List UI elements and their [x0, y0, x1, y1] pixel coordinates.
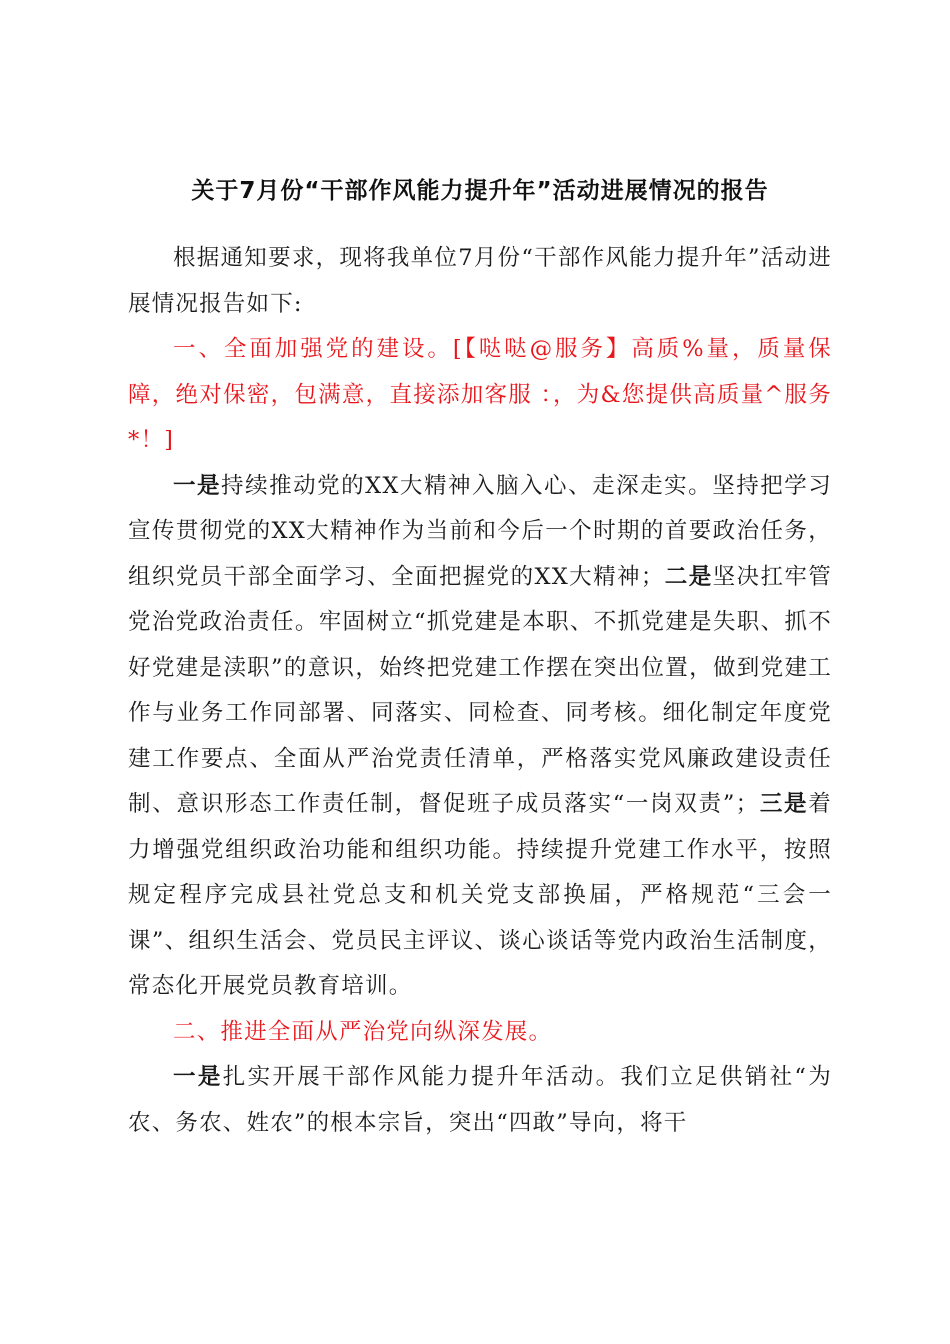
point-3-lead: 三是 [759, 791, 809, 817]
section-1-heading [128, 327, 832, 464]
point-2-lead: 二是 [664, 563, 713, 590]
section-2-point-1-text: 扎实开展干部作风能力提升年活动。我们立足供销社“为农、务农、姓农”的根本宗旨，突出“四敢”导向，将干 [128, 1064, 832, 1136]
point-2-text: 坚决扛牢管党治党政治责任。牢固树立“抓党建是本职、不抓党建是失职、抓不好党建是渎职”的意识，始终把党建工作摆在突出位置，做到党建工作与业务工作同部署、同落实、同检查、同考核。细化制定年度党建工作要点、全面从严治党责任清单，严格落实党风廉政建设责任制、意识形态工作责任制，督促班子成员落实“一岗双责”； [128, 563, 832, 817]
section-2-body [128, 1055, 832, 1146]
point-1-lead: 一是 [173, 472, 222, 499]
document-title: 关于7月份“干部作风能力提升年”活动进展情况的报告 [191, 178, 769, 204]
section-2-heading: 二、推进全面从严治党向纵深发展。 [173, 1018, 553, 1045]
section-1-body [128, 464, 832, 1010]
point-3-text: 着力增强党组织政治功能和组织功能。持续提升党建工作水平，按照规定程序完成县社党总支和机关党支部换届，严格规范“三会一课”、组织生活会、党员民主评议、谈心谈话等党内政治生活制度，常态化开展党员教育培训。 [128, 791, 832, 999]
point-1-text: 持续推动党的XX大精神入脑入心、走深走实。坚持把学习宣传贯彻党的XX大精神作为当前和今后一个时期的首要政治任务，组织党员干部全面学习、全面把握党的XX大精神； [128, 472, 832, 590]
intro-paragraph: 根据通知要求，现将我单位7月份“干部作风能力提升年”活动进展情况报告如下: [128, 245, 832, 317]
service-notice: [【哒哒@服务】高质%量，质量保障，绝对保密，包满意，直接添加客服 ：，为&您提供高质量^服务*！] [128, 336, 833, 453]
section-1-title: 一、全面加强党的建设。 [173, 336, 453, 362]
section-2-point-1-lead: 一是 [173, 1064, 223, 1090]
document-page [128, 176, 832, 1146]
